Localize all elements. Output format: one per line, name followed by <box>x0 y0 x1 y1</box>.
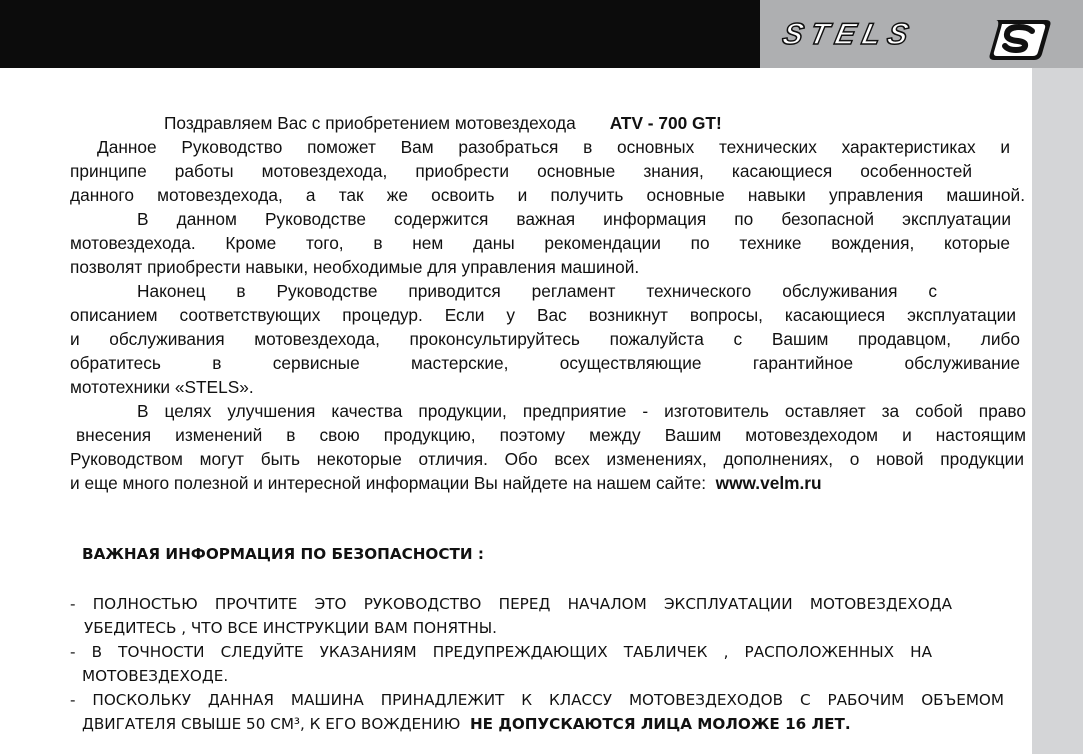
age-warning: НЕ ДОПУСКАЮТСЯ ЛИЦА МОЛОЖЕ 16 ЛЕТ. <box>469 715 851 733</box>
intro-line: мотовездехода. Кроме того, в нем даны рекомендации по технике вождения, которые <box>70 233 1010 253</box>
stels-s-logo-icon <box>988 16 1054 62</box>
congrats-text: Поздравляем Вас с приобретением мотовездехода <box>164 113 576 133</box>
safety-line: - ПОЛНОСТЬЮ ПРОЧТИТЕ ЭТО РУКОВОДСТВО ПЕРЕД НАЧАЛОМ ЭКСПЛУАТАЦИИ МОТОВЕЗДЕХОДА <box>70 595 952 613</box>
header-black-band <box>0 0 760 68</box>
website-link[interactable]: www.velm.ru <box>715 473 822 493</box>
intro-line: внесения изменений в свою продукцию, поэтому между Вашим мотовездеходом и настоящим <box>76 425 1026 445</box>
intro-line: данного мотовездехода, а так же освоить и получить основные навыки управления машиной. <box>70 185 1025 205</box>
intro-line: описанием соответствующих процедур. Если у Вас возникнут вопросы, касающиеся эксплуатации <box>70 305 1016 325</box>
intro-line: Наконец в Руководстве приводится регламент технического обслуживания с <box>137 281 937 301</box>
safety-age-line <box>82 712 982 736</box>
intro-line: мототехники «STELS». <box>70 377 254 397</box>
intro-line: Руководством могут быть некоторые отличия. Обо всех изменениях, дополнениях, о новой продукции <box>70 449 1024 469</box>
intro-line: принципе работы мотовездехода, приобрести основные знания, касающиеся особенностей <box>70 161 972 181</box>
side-gray-band <box>1032 68 1083 754</box>
model-name: ATV - 700 GT! <box>609 113 722 133</box>
intro-line: обратитесь в сервисные мастерские, осуществляющие гарантийное обслуживание <box>70 353 1020 373</box>
intro-website-line <box>70 471 1026 495</box>
safety-heading: ВАЖНАЯ ИНФОРМАЦИЯ ПО БЕЗОПАСНОСТИ : <box>82 545 484 563</box>
intro-line: В целях улучшения качества продукции, предприятие - изготовитель оставляет за собой право <box>137 401 1026 421</box>
intro-line: позволят приобрести навыки, необходимые для управления машиной. <box>70 257 640 277</box>
safety-line: - ПОСКОЛЬКУ ДАННАЯ МАШИНА ПРИНАДЛЕЖИТ К КЛАССУ МОТОВЕЗДЕХОДОВ С РАБОЧИМ ОБЪЕМОМ <box>70 691 1004 709</box>
intro-congrats-line <box>164 111 844 135</box>
stels-logo-text: STELS <box>779 18 919 51</box>
intro-line: В данном Руководстве содержится важная информация по безопасной эксплуатации <box>137 209 1011 229</box>
intro-line: Данное Руководство поможет Вам разобраться в основных технических характеристиках и <box>97 137 1010 157</box>
safety-line: - В ТОЧНОСТИ СЛЕДУЙТЕ УКАЗАНИЯМ ПРЕДУПРЕЖДАЮЩИХ ТАБЛИЧЕК , РАСПОЛОЖЕННЫХ НА <box>70 643 932 661</box>
safety-line: УБЕДИТЕСЬ , ЧТО ВСЕ ИНСТРУКЦИИ ВАМ ПОНЯТНЫ. <box>84 619 498 637</box>
safety-line: МОТОВЕЗДЕХОДЕ. <box>82 667 229 685</box>
safety-line: ДВИГАТЕЛЯ СВЫШЕ 50 СМ³, К ЕГО ВОЖДЕНИЮ <box>82 715 461 733</box>
intro-line: и обслуживания мотовездехода, проконсультируйтесь пожалуйста с Вашим продавцом, либо <box>70 329 1020 349</box>
intro-line: и еще много полезной и интересной информации Вы найдете на нашем сайте: <box>70 473 707 493</box>
